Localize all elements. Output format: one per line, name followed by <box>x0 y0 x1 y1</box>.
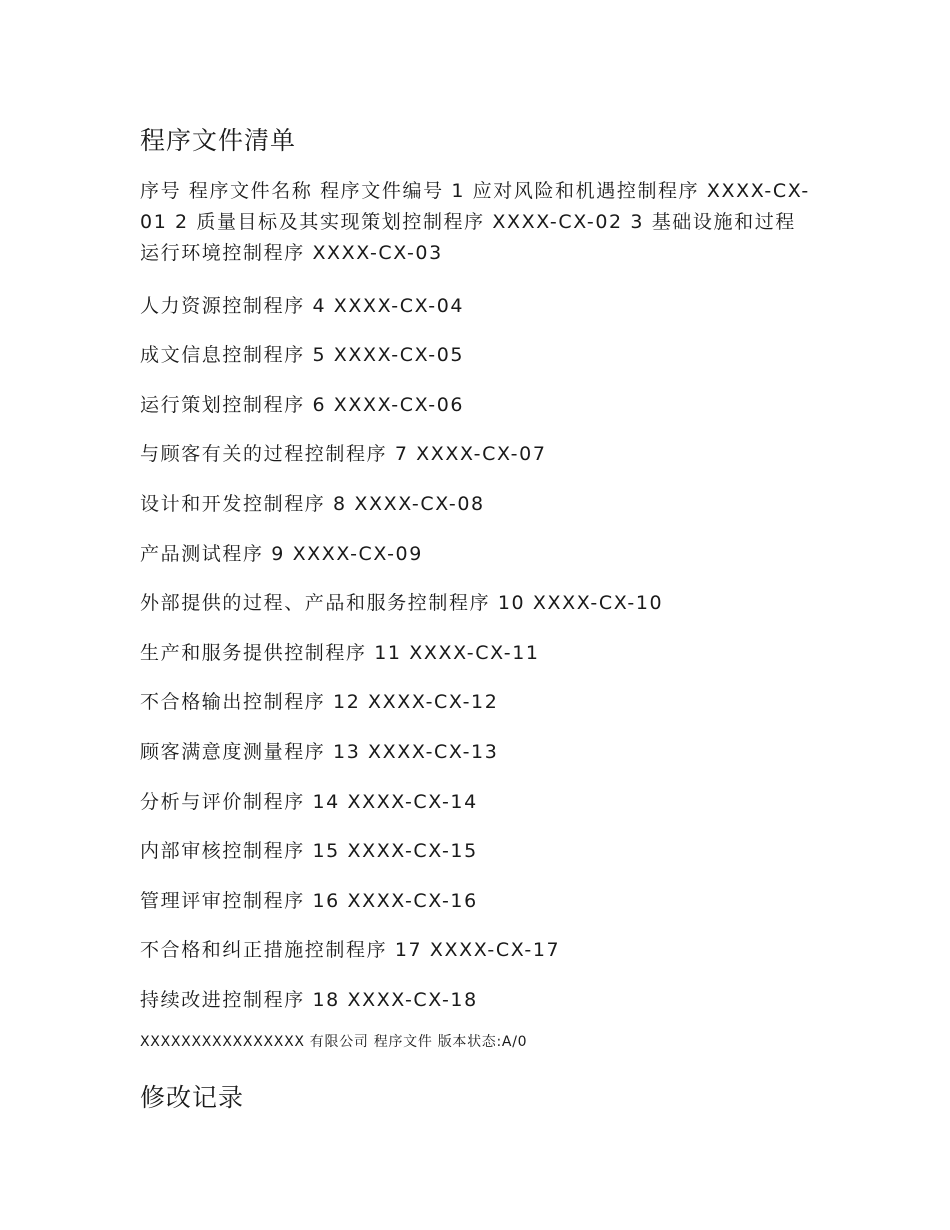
document-list-item: 生产和服务提供控制程序 11 XXXX-CX-11 <box>140 642 540 664</box>
document-list-item: 运行策划控制程序 6 XXXX-CX-06 <box>140 394 465 416</box>
document-list-item: 内部审核控制程序 15 XXXX-CX-15 <box>140 840 478 862</box>
document-list-item: 产品测试程序 9 XXXX-CX-09 <box>140 543 423 565</box>
document-list-item: 成文信息控制程序 5 XXXX-CX-05 <box>140 344 465 366</box>
document-list-item: 顾客满意度测量程序 13 XXXX-CX-13 <box>140 741 499 763</box>
page-title: 程序文件清单 <box>140 126 297 155</box>
document-list-intro: 序号 程序文件名称 程序文件编号 1 应对风险和机遇控制程序 XXXX-CX-01 2 质量目标及其实现策划控制程序 XXXX-CX-02 3 基础设施和过程运行环境控制程序 XXXX-CX-03 <box>140 180 810 264</box>
document-list-item: 分析与评价制程序 14 XXXX-CX-14 <box>140 791 478 813</box>
document-list-item: 持续改进控制程序 18 XXXX-CX-18 <box>140 989 478 1011</box>
document-list-item: 与顾客有关的过程控制程序 7 XXXX-CX-07 <box>140 443 547 465</box>
document-list-item: 不合格输出控制程序 12 XXXX-CX-12 <box>140 691 499 713</box>
document-list-item: 设计和开发控制程序 8 XXXX-CX-08 <box>140 493 485 515</box>
document-footer: XXXXXXXXXXXXXXXX 有限公司 程序文件 版本状态:A/0 <box>140 1034 528 1050</box>
document-list-item: 管理评审控制程序 16 XXXX-CX-16 <box>140 890 478 912</box>
section-title: 修改记录 <box>140 1083 245 1112</box>
document-list-item: 外部提供的过程、产品和服务控制程序 10 XXXX-CX-10 <box>140 592 664 614</box>
document-list-item: 不合格和纠正措施控制程序 17 XXXX-CX-17 <box>140 939 561 961</box>
document-list-item: 人力资源控制程序 4 XXXX-CX-04 <box>140 295 465 317</box>
